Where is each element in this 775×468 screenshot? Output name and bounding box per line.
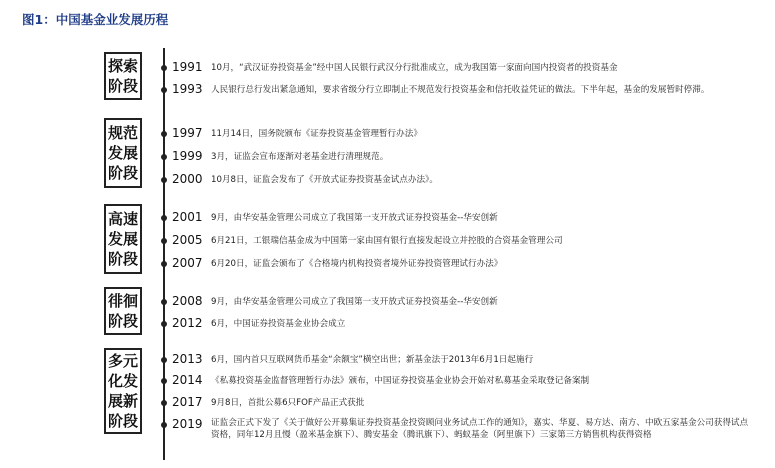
event-year: 2014 bbox=[172, 373, 203, 387]
timeline-dot bbox=[161, 378, 167, 384]
figure-title: 图1：中国基金业发展历程 bbox=[22, 12, 169, 27]
event-year: 2005 bbox=[172, 233, 203, 247]
timeline-dot bbox=[161, 154, 167, 160]
event-year: 1997 bbox=[172, 126, 203, 140]
stage-box-wandering bbox=[104, 287, 142, 335]
event-year: 2008 bbox=[172, 294, 203, 308]
stage-label: 规范发展阶段 bbox=[107, 124, 138, 182]
timeline-dot bbox=[161, 87, 167, 93]
timeline-dot bbox=[161, 215, 167, 221]
event-description: 《私募投资基金监督管理暂行办法》颁布，中国证券投资基金业协会开始对私募基金采取登记备案制 bbox=[211, 376, 590, 386]
event-year: 2013 bbox=[172, 352, 203, 366]
stage-label: 徘徊阶段 bbox=[107, 292, 138, 330]
event-year: 2019 bbox=[172, 417, 203, 431]
event-description: 10月，“武汉证券投资基金”经中国人民银行武汉分行批准成立，成为我国第一家面向国内投资者的投资基金 bbox=[211, 63, 618, 73]
event-description: 10月8日，证监会发布了《开放式证券投资基金试点办法》。 bbox=[211, 175, 438, 185]
event-description: 6月21日，工银瑞信基金成为中国第一家由国有银行直接发起设立并控股的合资基金管理公司 bbox=[211, 236, 563, 246]
timeline-dot bbox=[161, 131, 167, 137]
event-description: 证监会正式下发了《关于做好公开募集证券投资基金投资顾问业务试点工作的通知》，嘉实、华夏、易方达、南方、中欧五家基金公司获得试点资格，同年12月且慢（盈米基金旗下）、腾安基金（腾讯旗下）、蚂蚁基金（阿里旗下）三家第三方销售机构获得资格 bbox=[211, 418, 749, 440]
event-description: 9月，由华安基金管理公司成立了我国第一支开放式证券投资基金--华安创新 bbox=[211, 297, 498, 307]
stage-box-exploration bbox=[104, 52, 142, 100]
event-description: 9月，由华安基金管理公司成立了我国第一支开放式证券投资基金--华安创新 bbox=[211, 213, 498, 223]
event-year: 2017 bbox=[172, 395, 203, 409]
timeline-dot bbox=[161, 65, 167, 71]
stage-label: 多元化发展新阶段 bbox=[107, 352, 138, 430]
event-year: 1993 bbox=[172, 82, 203, 96]
stage-label: 探索阶段 bbox=[107, 57, 138, 95]
timeline-dot bbox=[161, 422, 167, 428]
timeline-dot bbox=[161, 357, 167, 363]
timeline-dot bbox=[161, 238, 167, 244]
stage-label: 高速发展阶段 bbox=[107, 210, 138, 268]
stage-box-diversified bbox=[104, 348, 142, 434]
timeline-dot bbox=[161, 299, 167, 305]
event-year: 1999 bbox=[172, 149, 203, 163]
event-description: 9月8日，首批公募6只FOF产品正式获批 bbox=[211, 398, 365, 408]
timeline-dot bbox=[161, 400, 167, 406]
event-year: 1991 bbox=[172, 60, 203, 74]
event-description: 11月14日，国务院颁布《证券投资基金管理暂行办法》 bbox=[211, 129, 422, 139]
timeline-dot bbox=[161, 321, 167, 327]
stage-box-rapid-development bbox=[104, 204, 142, 274]
event-year: 2007 bbox=[172, 256, 203, 270]
event-year: 2001 bbox=[172, 210, 203, 224]
event-year: 2012 bbox=[172, 316, 203, 330]
timeline-axis bbox=[163, 48, 165, 460]
event-year: 2000 bbox=[172, 172, 203, 186]
event-description: 6月，中国证券投资基金业协会成立 bbox=[211, 319, 346, 329]
event-description: 3月，证监会宣布逐渐对老基金进行清理规范。 bbox=[211, 152, 389, 162]
timeline-dot bbox=[161, 177, 167, 183]
timeline-dot bbox=[161, 261, 167, 267]
event-description: 人民银行总行发出紧急通知，要求省级分行立即制止不规范发行投资基金和信托收益凭证的做法。下半年起，基金的发展暂时停滞。 bbox=[211, 85, 710, 95]
event-description: 6月，国内首只互联网货币基金“余额宝”横空出世；新基金法于2013年6月1日起施行 bbox=[211, 355, 534, 365]
stage-box-standardization bbox=[104, 118, 142, 188]
event-description: 6月20日，证监会颁布了《合格境内机构投资者境外证券投资管理试行办法》 bbox=[211, 259, 503, 269]
